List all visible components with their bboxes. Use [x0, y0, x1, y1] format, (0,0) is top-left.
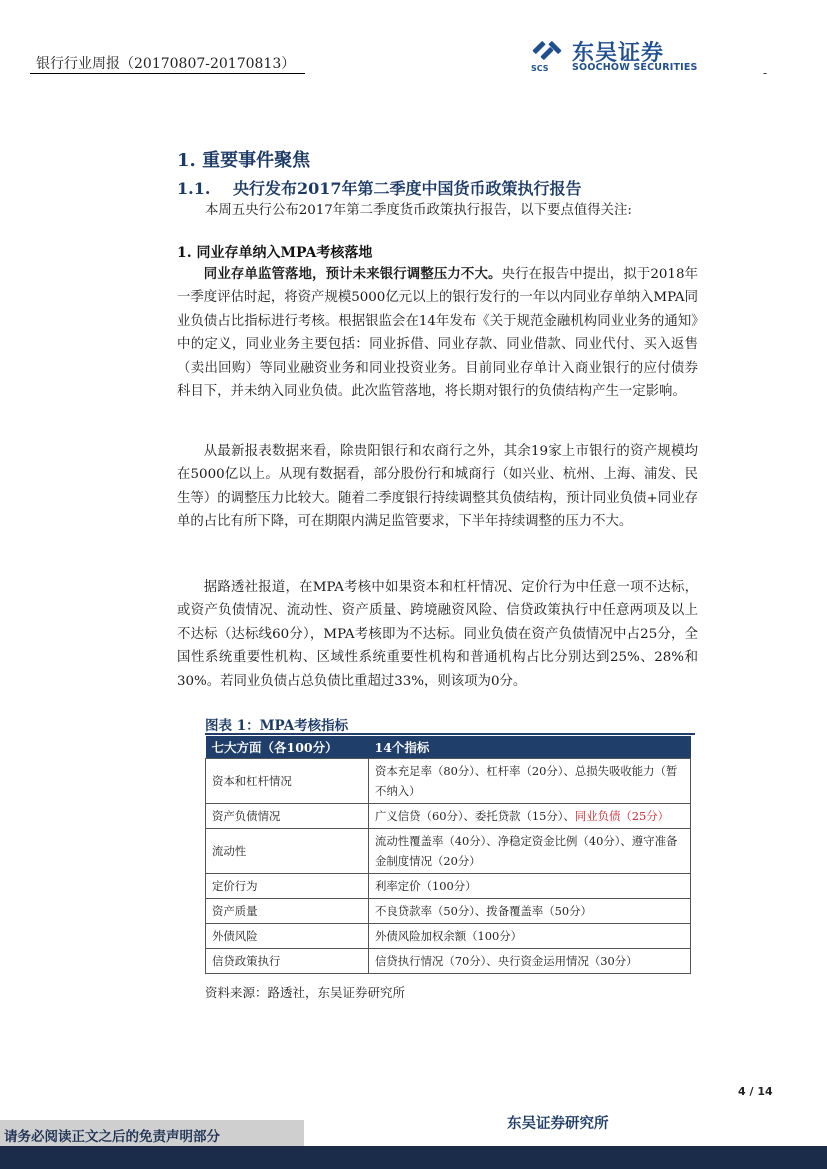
logo-chinese-name: 东吴证券 [572, 41, 665, 66]
logo-english-name: SOOCHOW SECURITIES [572, 62, 698, 73]
table-cell-indicators: 资本充足率（80分）、杠杆率（20分）、总损失吸收能力（暂不纳入） [369, 759, 691, 804]
table-cell-indicators: 不良贷款率（50分）、拨备覆盖率（50分） [369, 899, 691, 924]
table-header-indicators: 14个指标 [369, 736, 691, 759]
header-rule [30, 73, 305, 74]
indicator-text: 广义信贷（60分）、委托贷款（15分）、 [375, 809, 575, 823]
footer-organization: 东吴证券研究所 [507, 1115, 609, 1132]
table-row [206, 829, 691, 874]
table-cell-aspect: 信贷政策执行 [206, 949, 369, 974]
table-row [206, 804, 691, 829]
subsection-heading [177, 176, 582, 199]
paragraph-1 [177, 263, 698, 403]
logo-mark-text: SCS [531, 64, 549, 72]
paragraph-2: 从最新报表数据来看，除贵阳银行和农商行之外，其余19家上市银行的资产规模均在5000亿以上。从现有数据看，部分股份行和城商行（如兴业、杭州、上海、浦发、民生等）的调整压力比较大。随着二季度银行持续调整其负债结构，预计同业负债+同业存单的占比有所下降，可在期限内满足监管要求，下半年持续调整的压力不大。 [177, 444, 698, 530]
disclaimer-text: 请务必阅读正文之后的免责声明部分 [4, 1129, 220, 1145]
table-cell-indicators: 流动性覆盖率（40分）、净稳定资金比例（40分）、遵守准备金制度情况（20分） [369, 829, 691, 874]
subsection-number: 1.1. [177, 179, 211, 198]
table-row [206, 924, 691, 949]
footer-bar [0, 1146, 827, 1169]
section-number: 1. [177, 150, 196, 171]
table-row [206, 949, 691, 974]
figure-title: 图表 1：MPA考核指标 [205, 718, 349, 734]
section-title: 重要事件聚焦 [202, 150, 311, 171]
table-header-aspect: 七大方面（各100分） [206, 736, 369, 759]
intro-text: 本周五央行公布2017年第二季度货币政策执行报告，以下要点值得关注: [205, 203, 632, 218]
logo-mark-icon [530, 38, 564, 72]
paragraph-1-lead: 同业存单监管落地，预计未来银行调整压力不大。 [203, 266, 502, 282]
subsection-title: 央行发布2017年第二季度中国货币政策执行报告 [233, 179, 582, 198]
table-cell-aspect: 资产质量 [206, 899, 369, 924]
page-number: 4 / 14 [738, 1085, 773, 1098]
disclaimer-banner [0, 1120, 304, 1146]
section-heading [177, 146, 310, 172]
corner-mark: - [763, 66, 768, 80]
table-row [206, 874, 691, 899]
table-cell-indicators [369, 804, 691, 829]
table-cell-aspect: 资产负债情况 [206, 804, 369, 829]
table-cell-indicators: 外债风险加权余额（100分） [369, 924, 691, 949]
report-title: 银行行业周报（20170807-20170813） [36, 56, 296, 72]
topic-heading: 1. 同业存单纳入MPA考核落地 [177, 245, 373, 261]
table-cell-aspect: 流动性 [206, 829, 369, 874]
figure-rule [205, 733, 695, 735]
table-row [206, 759, 691, 804]
company-logo [530, 38, 700, 74]
figure-source: 资料来源：路透社，东吴证券研究所 [205, 985, 406, 1000]
mpa-indicator-table [205, 736, 691, 974]
table-cell-indicators: 利率定价（100分） [369, 874, 691, 899]
table-cell-aspect: 定价行为 [206, 874, 369, 899]
paragraph-1-body: 央行在报告中提出，拟于2018年一季度评估时起，将资产规模5000亿元以上的银行发行的一年以内同业存单纳入MPA同业负债占比指标进行考核。根据银监会在14年发布《关于规范金融机构同业业务的通知》中的定义，同业业务主要包括：同业拆借、同业存款、同业借款、同业代付、买入返售（卖出回购）等同业融资业务和同业投资业务。目前同业存单计入商业银行的应付债券科目下，并未纳入同业负债。此次监管落地，将长期对银行的负债结构产生一定影响。 [177, 267, 699, 400]
table-cell-aspect: 外债风险 [206, 924, 369, 949]
table-cell-indicators: 信贷执行情况（70分）、央行资金运用情况（30分） [369, 949, 691, 974]
indicator-highlight: 同业负债（25分） [574, 809, 670, 823]
table-header-row [206, 736, 691, 759]
table-cell-aspect: 资本和杠杆情况 [206, 759, 369, 804]
table-row [206, 899, 691, 924]
paragraph-3: 据路透社报道，在MPA考核中如果资本和杠杆情况、定价行为中任意一项不达标，或资产负债情况、流动性、资产质量、跨境融资风险、信贷政策执行中任意两项及以上不达标（达标线60分），MPA考核即为不达标。同业负债在资产负债情况中占25分，全国性系统重要性机构、区域性系统重要性机构和普通机构占比分别达到25%、28%和30%。若同业负债占总负债比重超过33%，则该项为0分。 [177, 580, 698, 689]
